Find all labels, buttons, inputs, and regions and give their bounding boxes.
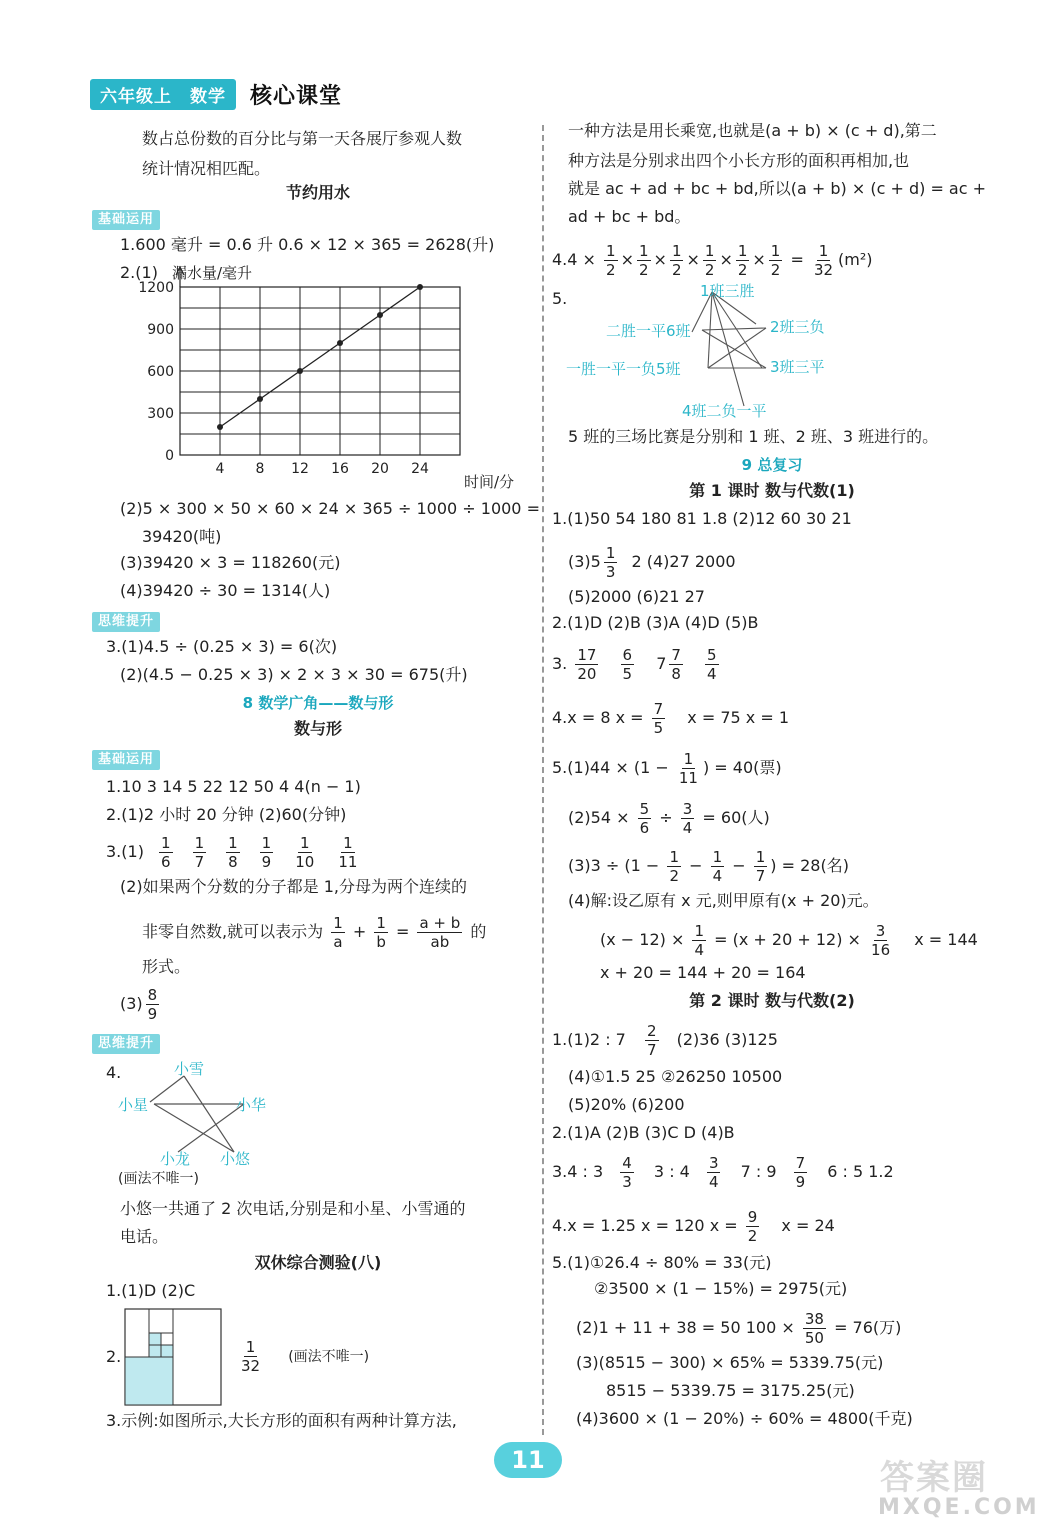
equals-sign: = [790, 250, 804, 269]
node-xing: 小星 [118, 1096, 149, 1114]
numerator: 5 [639, 800, 650, 818]
denominator: 2 [747, 1227, 758, 1245]
b-q5-2-pre: (2)1 + 11 + 38 = 50 100 × [576, 1318, 795, 1337]
frac-1-2 [667, 848, 681, 885]
water-q2-2b: 39420(吨) [142, 527, 222, 546]
denominator: 4 [708, 1173, 719, 1191]
denominator: 4 [712, 867, 723, 885]
page-header [90, 78, 342, 110]
data-point [417, 284, 423, 290]
y-tick-label: 300 [147, 406, 174, 422]
denominator: ab [430, 933, 450, 951]
b-q5-3a: (3)(8515 − 300) × 65% = 5339.75(元) [576, 1353, 884, 1372]
watermark-url: MXQE.COM [878, 1495, 1040, 1520]
b-q5-2-post: = 76(万) [834, 1318, 902, 1337]
a-q1-c: (5)2000 (6)21 27 [568, 587, 705, 606]
a-q5-1 [552, 750, 782, 787]
denominator: 10 [295, 853, 315, 871]
chart-marks [138, 280, 429, 477]
sx-q3-prefix: 3.(1) [106, 842, 144, 861]
frac-38-50 [803, 1310, 826, 1347]
frac-17-20 [575, 646, 598, 683]
equals-sign: = [395, 922, 410, 941]
b-q4-post: x = 24 [781, 1216, 835, 1235]
denominator: 2 [770, 261, 781, 279]
denominator: 7 [194, 853, 205, 871]
ratio-7-9: 7 : 9 [740, 1162, 777, 1181]
numerator: 1 [818, 242, 829, 260]
a-q5-3 [568, 848, 849, 885]
frac-7-5 [652, 700, 666, 737]
sx-q3-1 [106, 834, 369, 871]
frac-7-8 [669, 646, 683, 683]
chapter8-title: 8 数学广角——数与形 [242, 694, 394, 712]
class-4: 4班二负一平 [682, 402, 767, 420]
r-q4-prefix: 4.4 × [552, 250, 596, 269]
data-point [337, 340, 343, 346]
denominator: 20 [577, 665, 597, 683]
denominator: 2 [737, 261, 748, 279]
b-q1-post: (2)36 (3)125 [676, 1030, 778, 1049]
numerator: 7 [653, 700, 664, 718]
data-point [217, 424, 223, 430]
test-q2-label: 2. [106, 1347, 122, 1366]
numerator: 1 [245, 1338, 256, 1356]
denominator: 7 [755, 867, 766, 885]
denominator: 16 [871, 941, 891, 959]
x-tick-label: 16 [331, 461, 349, 477]
frac-1-b [374, 914, 388, 951]
numerator: 1 [333, 914, 343, 932]
numerator: 1 [669, 848, 679, 866]
frac-1-6 [159, 834, 173, 871]
a-q5-4-eq-post: x = 144 [914, 930, 978, 949]
r-line-1: 一种方法是用长乘宽,也就是(a + b) × (c + d),第二 [568, 121, 937, 140]
match-diagram [562, 280, 852, 420]
denominator: 50 [804, 1329, 824, 1347]
a-q5-3-post: ) = 28(名) [770, 856, 849, 875]
chapter9-title: 9 总复习 [741, 456, 803, 474]
y-tick-label: 900 [147, 322, 174, 338]
b-q1-c: (5)20% (6)200 [568, 1095, 685, 1114]
water-q1: 1.600 毫升 = 0.6 升 0.6 × 12 × 365 = 2628(升) [120, 235, 495, 254]
x-tick-label: 12 [291, 461, 309, 477]
numerator: 9 [747, 1208, 758, 1226]
numerator: 8 [147, 986, 158, 1004]
frac-ab [417, 914, 462, 951]
plus-sign: + [352, 922, 367, 941]
chart-x-label: 时间/分 [464, 473, 515, 491]
test-title: 双休综合测验(八) [254, 1253, 382, 1272]
leak-chart [138, 260, 528, 500]
data-point [257, 396, 263, 402]
sx-q1: 1.10 3 14 5 22 12 50 4 4(n − 1) [106, 777, 361, 796]
sx-q4-label: 4. [106, 1063, 122, 1082]
y-tick-label: 0 [165, 448, 174, 464]
frac-1-a [331, 914, 345, 951]
unit: (m²) [838, 250, 873, 269]
frac-7-9 [794, 1154, 808, 1191]
div-sign: ÷ [659, 808, 673, 827]
sx-q3-2a: (2)如果两个分数的分子都是 1,分母为两个连续的 [120, 877, 468, 896]
rect-diagram [124, 1308, 222, 1406]
shuxing-title: 数与形 [293, 719, 342, 738]
sx-q4-ans-1: 小悠一共通了 2 次电话,分别是和小星、小雪通的 [120, 1199, 466, 1218]
r-q4-halves [601, 242, 785, 279]
a-q5-4-eq-pre: (x − 12) × [600, 930, 685, 949]
intro-line-2: 统计情况相匹配。 [142, 159, 271, 178]
ratio-3-4: 3 : 4 [653, 1162, 690, 1181]
minus-sign: − [732, 856, 746, 875]
numerator: 1 [194, 834, 205, 852]
frac-1-4-b [692, 922, 706, 959]
denominator: a [333, 933, 343, 951]
frac-2-7 [645, 1022, 659, 1059]
denominator: 2 [671, 261, 682, 279]
b-q4-pre: 4.x = 1.25 x = 120 x = [552, 1216, 738, 1235]
numerator: 1 [671, 242, 682, 260]
class-2: 2班三负 [770, 318, 825, 336]
y-tick-label: 1200 [138, 280, 174, 296]
sx-q2: 2.(1)2 小时 20 分钟 (2)60(分钟) [106, 805, 347, 824]
frac-half [769, 242, 783, 279]
b-q5-4: (4)3600 × (1 − 20%) ÷ 60% = 4800(千克) [576, 1409, 913, 1428]
frac-1-7 [193, 834, 207, 871]
lesson-1-title: 第 1 课时 数与代数(1) [689, 481, 855, 500]
test-q3: 3.示例:如图所示,大长方形的面积有两种计算方法, [106, 1411, 457, 1430]
book-title: 核心课堂 [250, 83, 343, 109]
frac-3-4-b [707, 1154, 721, 1191]
numerator: 1 [343, 834, 353, 852]
denominator: 2 [704, 261, 715, 279]
x-tick-label: 8 [255, 461, 265, 477]
a-q5-2-pre: (2)54 × [568, 808, 630, 827]
numerator: 1 [694, 922, 705, 940]
r-q4 [552, 242, 873, 279]
times-sign: × [686, 250, 700, 269]
frac-half [736, 242, 750, 279]
denominator: 5 [653, 719, 664, 737]
a-q5-3-pre: (3)3 ÷ (1 − [568, 856, 660, 875]
b-q2: 2.(1)A (2)B (3)C D (4)B [552, 1123, 735, 1142]
frac-3-4 [681, 800, 695, 837]
r-q5-ans: 5 班的三场比赛是分别和 1 班、2 班、3 班进行的。 [568, 427, 939, 446]
denominator: 9 [261, 853, 272, 871]
frac-half [604, 242, 618, 279]
denominator: 4 [694, 941, 705, 959]
frac-1-7 [754, 848, 768, 885]
frac-6-5 [621, 646, 635, 683]
water-q3-2: (2)(4.5 − 0.25 × 3) × 2 × 3 × 30 = 675(升) [120, 665, 468, 684]
frac-1-11 [677, 750, 700, 787]
numerator: 1 [605, 544, 616, 562]
test-q2-ans [236, 1338, 369, 1375]
frac-half [637, 242, 651, 279]
subject-label: 数学 [190, 86, 226, 107]
frac-1-4 [711, 848, 725, 885]
chart-y-label: 漏水量/毫升 [172, 264, 253, 282]
node-xue: 小雪 [174, 1060, 205, 1078]
denominator: 6 [639, 819, 650, 837]
b-q5-1a: 5.(1)①26.4 ÷ 80% = 33(元) [552, 1253, 772, 1272]
numerator: 38 [804, 1310, 824, 1328]
b-q5-2 [576, 1310, 901, 1347]
denominator: 2 [638, 261, 649, 279]
column-divider [542, 125, 544, 1435]
frac-4-3 [620, 1154, 634, 1191]
b-q5-1b: ②3500 × (1 − 15%) = 2975(元) [594, 1279, 848, 1298]
numerator: 1 [638, 242, 649, 260]
sx-q3-2c: 形式。 [142, 957, 191, 976]
class-3: 3班三平 [770, 358, 825, 376]
class-1: 1班三胜 [700, 282, 755, 300]
r-line-3: 就是 ac + ad + bc + bd,所以(a + b) × (c + d) = ac + [568, 179, 987, 198]
b-q3-post: 6 : 5 1.2 [827, 1162, 894, 1181]
numerator: 1 [261, 834, 272, 852]
times-sign: × [719, 250, 733, 269]
a-q5-1-post: ) = 40(票) [702, 758, 782, 777]
frac-8-9 [146, 986, 160, 1023]
a-q3 [552, 646, 722, 683]
page-number: 11 [494, 1442, 562, 1478]
r-line-2: 种方法是分别求出四个小长方形的面积再相加,也 [568, 151, 910, 170]
match-edges [692, 292, 766, 406]
numerator: 5 [707, 646, 717, 664]
denominator: 9 [795, 1173, 806, 1191]
b-q3 [552, 1154, 894, 1191]
r-q5-label: 5. [552, 289, 568, 308]
grade-label: 六年级上 [100, 86, 172, 107]
numerator: 7 [795, 1154, 806, 1172]
a-q5-4-eq [600, 922, 978, 959]
class-5: 一胜一平一负5班 [566, 360, 681, 378]
b-q5-3b: 8515 − 5339.75 = 3175.25(元) [606, 1381, 855, 1400]
numerator: 1 [755, 848, 766, 866]
numerator: 3 [875, 922, 886, 940]
numerator: 1 [606, 242, 616, 260]
x-tick-label: 20 [371, 461, 389, 477]
frac-1-3 [604, 544, 618, 581]
class-6: 二胜一平6班 [606, 322, 691, 340]
numerator: 2 [646, 1022, 657, 1040]
numerator: 1 [770, 242, 781, 260]
whole-7: 7 [656, 654, 667, 673]
denominator: 7 [646, 1041, 657, 1059]
water-q2-label: 2.(1) [120, 263, 158, 282]
sx-q3-fractions [149, 834, 369, 871]
a-q3-pre: 3. [552, 654, 568, 673]
a-q4-pre: 4.x = 8 x = [552, 708, 644, 727]
a-q5-2 [568, 800, 770, 837]
denominator: 8 [228, 853, 238, 871]
numerator: 1 [299, 834, 310, 852]
denominator: 2 [606, 261, 616, 279]
node-you: 小悠 [220, 1150, 251, 1168]
a-q5-4-res: x + 20 = 144 + 20 = 164 [600, 963, 806, 982]
numerator: 3 [682, 800, 693, 818]
b-q3-pre: 3.4 : 3 [552, 1162, 604, 1181]
sx-q3-2b-end: 的 [470, 922, 487, 941]
frac-1-32 [239, 1338, 262, 1375]
sx-q4-note: (画法不唯一) [118, 1171, 199, 1187]
sx-q3-2b-text: 非零自然数,就可以表示为 [142, 922, 324, 941]
denominator: b [376, 933, 386, 951]
numerator: 1 [683, 750, 694, 768]
frac-1-9 [260, 834, 274, 871]
think-badge-2: 思维提升 [92, 1034, 160, 1054]
frac-1-11 [336, 834, 359, 871]
b-q1-pre: 1.(1)2 : 7 [552, 1030, 626, 1049]
denominator: 8 [671, 665, 681, 683]
numerator: 1 [704, 242, 715, 260]
water-q2-2a: (2)5 × 300 × 50 × 60 × 24 × 365 ÷ 1000 ÷ 1000 = [120, 499, 540, 518]
frac-half [670, 242, 684, 279]
denominator: 5 [622, 665, 633, 683]
numerator: 1 [228, 834, 238, 852]
a-q4-post: x = 75 x = 1 [687, 708, 789, 727]
times-sign: × [653, 250, 667, 269]
times-sign: × [620, 250, 634, 269]
b-q1-b: (4)①1.5 25 ②26250 10500 [568, 1067, 783, 1086]
denominator: 11 [678, 769, 698, 787]
a-q5-4-eq-mid: = (x + 20 + 12) × [714, 930, 861, 949]
denominator: 3 [605, 563, 616, 581]
b-q4 [552, 1208, 835, 1245]
frac-3-16 [869, 922, 892, 959]
node-hua: 小华 [236, 1096, 267, 1114]
y-tick-label: 600 [147, 364, 174, 380]
numerator: 17 [577, 646, 597, 664]
sx-q3-2b [142, 914, 486, 951]
denominator: 32 [241, 1357, 261, 1375]
a-q2: 2.(1)D (2)B (3)A (4)D (5)B [552, 613, 759, 632]
denominator: 4 [682, 819, 693, 837]
denominator: 2 [669, 867, 679, 885]
test-q2-note: (画法不唯一) [288, 1349, 370, 1365]
times-sign: × [752, 250, 766, 269]
numerator: 1 [737, 242, 748, 260]
denominator: 4 [707, 665, 717, 683]
test-q1: 1.(1)D (2)C [106, 1281, 196, 1300]
denominator: 3 [622, 1173, 632, 1191]
frac-9-2 [746, 1208, 760, 1245]
sx-q4-ans-2: 电话。 [120, 1227, 169, 1246]
phone-graph-edges [150, 1076, 244, 1152]
phone-graph [114, 1060, 314, 1170]
denominator: 11 [338, 853, 358, 871]
frac-5-6 [638, 800, 652, 837]
numerator: 1 [161, 834, 171, 852]
a-q5-2-post: = 60(人) [702, 808, 770, 827]
a-q4 [552, 700, 789, 737]
water-q2-4: (4)39420 ÷ 30 = 1314(人) [120, 581, 331, 600]
basic-badge: 基础运用 [92, 210, 160, 230]
node-long: 小龙 [160, 1150, 191, 1168]
numerator: a + b [419, 914, 461, 932]
minus-sign: − [689, 856, 703, 875]
water-q3-1: 3.(1)4.5 ÷ (0.25 × 3) = 6(次) [106, 637, 338, 656]
r-line-4: ad + bc + bd。 [568, 207, 691, 226]
frac-1-8 [226, 834, 240, 871]
denominator: 32 [813, 261, 834, 279]
intro-line-1: 数占总份数的百分比与第一天各展厅参观人数 [142, 129, 463, 148]
denominator: 9 [147, 1005, 158, 1023]
frac-5-4 [705, 646, 719, 683]
frac-1-10 [293, 834, 316, 871]
numerator: 1 [376, 914, 386, 932]
frac-1-32-r [812, 242, 835, 279]
water-section-title: 节约用水 [285, 183, 350, 202]
b-q1 [552, 1022, 778, 1059]
a-q5-4: (4)解:设乙原有 x 元,则甲原有(x + 20)元。 [568, 891, 879, 910]
basic-badge-2: 基础运用 [92, 750, 160, 770]
grade-subject-tag [90, 79, 236, 110]
frac-half [703, 242, 717, 279]
sx-q3-3-prefix: (3) [120, 994, 143, 1013]
water-q2-3: (3)39420 × 3 = 118260(元) [120, 553, 341, 572]
data-point [377, 312, 383, 318]
numerator: 1 [712, 848, 723, 866]
x-tick-label: 4 [215, 461, 225, 477]
sx-q3-3 [120, 986, 162, 1023]
a-q1: 1.(1)50 54 180 81 1.8 (2)12 60 30 21 [552, 509, 852, 528]
numerator: 3 [708, 1154, 719, 1172]
denominator: 6 [161, 853, 171, 871]
a-q1-b [568, 544, 736, 581]
data-point [297, 368, 303, 374]
a-q5-1-pre: 5.(1)44 × (1 − [552, 758, 669, 777]
numerator: 7 [671, 646, 681, 664]
a-q1-b-pre: (3)5 [568, 552, 601, 571]
think-badge-1: 思维提升 [92, 612, 160, 632]
numerator: 6 [622, 646, 633, 664]
lesson-2-title: 第 2 课时 数与代数(2) [689, 991, 855, 1010]
watermark-logo: 答案圈 [880, 1458, 988, 1498]
numerator: 4 [622, 1154, 632, 1172]
x-tick-label: 24 [411, 461, 429, 477]
a-q1-b-post: 2 (4)27 2000 [631, 552, 736, 571]
